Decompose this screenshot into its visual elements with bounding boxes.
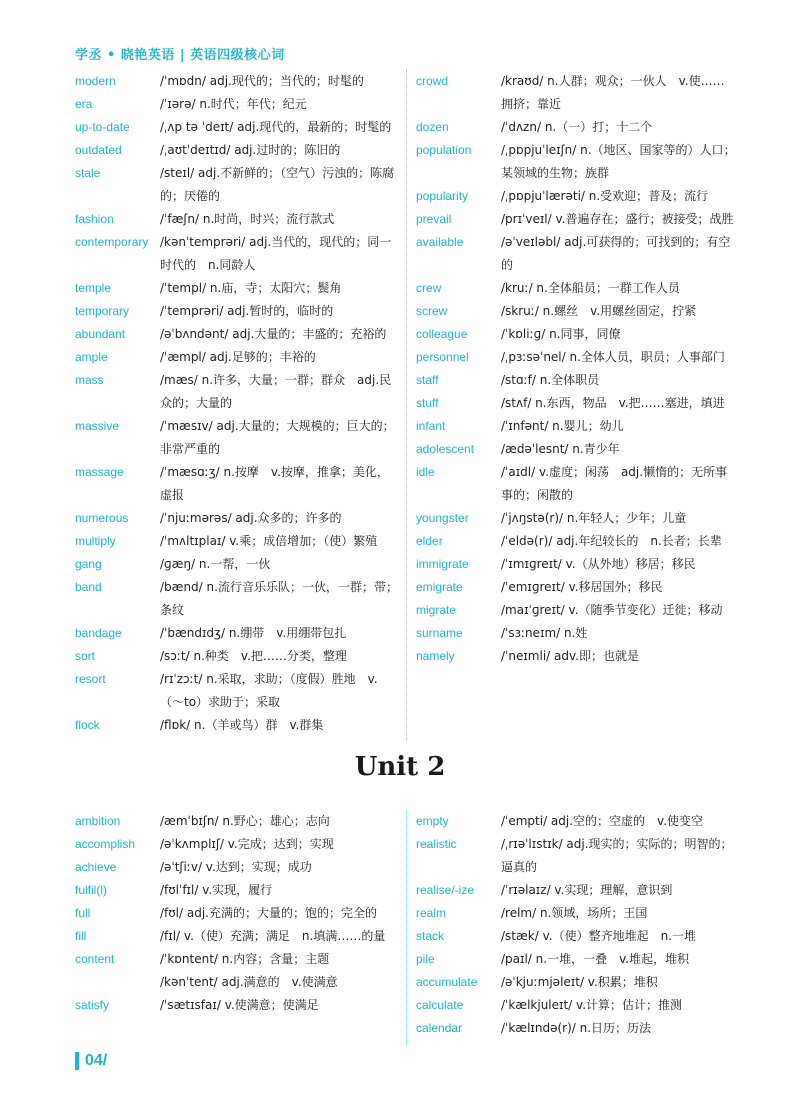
vocab-word: up-to-date xyxy=(75,120,130,134)
vocab-word: era xyxy=(75,97,93,111)
vocab-word: crowd xyxy=(416,74,449,88)
vocab-word: ample xyxy=(75,350,108,364)
vocab-entry xyxy=(416,553,736,576)
vocab-definition: /ædəˈlesnt/ n.青少年 xyxy=(501,442,620,456)
vocab-word: satisfy xyxy=(75,998,110,1012)
vocab-definition: /ˈæmpl/ adj.足够的；丰裕的 xyxy=(160,350,316,364)
vocab-word: accomplish xyxy=(75,837,136,851)
vocab-word: staff xyxy=(416,373,439,387)
vocab-definition: /ˈbændɪdʒ/ n.绷带 v.用绷带包扎 xyxy=(160,626,347,640)
vocab-definition: /ˈsɜːneɪm/ n.姓 xyxy=(501,626,588,640)
vocab-definition: /ɡæŋ/ n.一帮，一伙 xyxy=(160,557,271,571)
vocab-definition: /ˈkɒliːɡ/ n.同事，同僚 xyxy=(501,327,621,341)
vocab-definition: /rɪˈzɔːt/ n.采取，求助；（度假）胜地 v.（～to）求助于；采取 xyxy=(160,672,378,709)
vocab-entry xyxy=(416,139,736,185)
vocab-entry xyxy=(75,208,400,231)
vocab-word: emigrate xyxy=(416,580,463,594)
vocab-entry xyxy=(75,714,400,737)
vocab-definition: /mæs/ n.许多，大量；一群；群众 adj.民众的；大量的 xyxy=(160,373,392,410)
vocab-word: calculate xyxy=(416,998,464,1012)
vocab-word: ambition xyxy=(75,814,121,828)
vocab-word: empty xyxy=(416,814,449,828)
vocab-entry xyxy=(75,810,400,833)
vocab-definition: /ˈfæʃn/ n.时尚，时兴；流行款式 xyxy=(160,212,335,226)
vocab-definition: /fʊlˈfɪl/ v.实现，履行 xyxy=(160,883,273,897)
column-divider xyxy=(406,810,407,1045)
vocab-entry xyxy=(416,415,736,438)
vocab-entry xyxy=(75,576,400,622)
vocab-word: youngster xyxy=(416,511,469,525)
vocab-definition: /ˈaɪdl/ v.虚度；闲荡 adj.懒惰的；无所事事的；闲散的 xyxy=(501,465,728,502)
vocab-word: colleague xyxy=(416,327,468,341)
vocab-entry xyxy=(416,507,736,530)
vocab-entry xyxy=(75,622,400,645)
vocab-entry xyxy=(75,461,400,507)
vocab-definition: /ˈempti/ adj.空的；空虚的 v.使变空 xyxy=(501,814,704,828)
vocab-entry xyxy=(416,461,736,507)
vocab-entry xyxy=(75,323,400,346)
vocab-word: crew xyxy=(416,281,442,295)
vocab-word: fill xyxy=(75,929,87,943)
vocab-entry xyxy=(416,994,736,1017)
vocab-entry xyxy=(75,856,400,879)
vocab-definition: /maɪˈɡreɪt/ v.（随季节变化）迁徙；移动 xyxy=(501,603,723,617)
vocab-entry xyxy=(416,392,736,415)
vocab-word: migrate xyxy=(416,603,457,617)
vocab-entry xyxy=(416,116,736,139)
vocab-word: screw xyxy=(416,304,448,318)
vocab-definition: /ˈsætɪsfaɪ/ v.使满意；使满足 xyxy=(160,998,319,1012)
vocab-entry xyxy=(75,70,400,93)
vocab-entry xyxy=(416,576,736,599)
vocab-entry xyxy=(416,300,736,323)
vocab-entry xyxy=(416,925,736,948)
vocab-entry xyxy=(75,300,400,323)
vocab-entry xyxy=(75,971,400,994)
vocab-entry xyxy=(416,185,736,208)
vocab-definition: /stʌf/ n.东西，物品 v.把……塞进，填进 xyxy=(501,396,725,410)
vocab-definition: /əˈbʌndənt/ adj.大量的；丰盛的；充裕的 xyxy=(160,327,387,341)
vocab-definition: /æmˈbɪʃn/ n.野心；雄心；志向 xyxy=(160,814,330,828)
vocab-word: modern xyxy=(75,74,116,88)
vocab-definition: /ˈmæsɑːʒ/ n.按摩 v.按摩，推拿；美化，虚报 xyxy=(160,465,389,502)
vocab-word: dozen xyxy=(416,120,449,134)
vocab-definition: /ˈmɒdn/ adj.现代的；当代的；时髦的 xyxy=(160,74,364,88)
vocab-definition: /kənˈtent/ adj.满意的 v.使满意 xyxy=(160,975,338,989)
vocab-definition: /steɪl/ adj.不新鲜的；（空气）污浊的；陈腐的；厌倦的 xyxy=(160,166,395,203)
vocab-definition: /kruː/ n.全体船员；一群工作人员 xyxy=(501,281,680,295)
vocab-entry xyxy=(416,208,736,231)
vocab-definition: /ˈmæsɪv/ adj.大量的；大规模的；巨大的；非常严重的 xyxy=(160,419,395,456)
vocab-word: immigrate xyxy=(416,557,469,571)
vocab-entry xyxy=(416,645,736,668)
vocab-definition: /ˈdʌzn/ n.（一）打；十二个 xyxy=(501,120,653,134)
vocab-entry xyxy=(75,346,400,369)
vocab-definition: /ˌpɒpjuˈleɪʃn/ n.（地区、国家等的）人口；某领域的生物；族群 xyxy=(501,143,736,180)
vocab-entry xyxy=(75,879,400,902)
vocab-word: personnel xyxy=(416,350,469,364)
vocab-entry xyxy=(75,925,400,948)
vocab-word: massage xyxy=(75,465,124,479)
vocab-word: numerous xyxy=(75,511,129,525)
vocab-definition: /relm/ n.领域，场所；王国 xyxy=(501,906,648,920)
vocab-entry xyxy=(416,277,736,300)
vocab-definition: /kraʊd/ n.人群；观众；一伙人 v.使……拥挤；靠近 xyxy=(501,74,725,111)
vocab-entry xyxy=(75,530,400,553)
vocab-word: realm xyxy=(416,906,447,920)
vocab-word: gang xyxy=(75,557,102,571)
vocab-word: multiply xyxy=(75,534,116,548)
vocab-word: massive xyxy=(75,419,120,433)
vocab-definition: /ˈrɪəlaɪz/ v.实现；理解，意识到 xyxy=(501,883,673,897)
vocab-word: flock xyxy=(75,718,100,732)
vocab-definition: /flɒk/ n.（羊或鸟）群 v.群集 xyxy=(160,718,324,732)
vocab-entry xyxy=(75,162,400,208)
vocab-word: mass xyxy=(75,373,104,387)
vocab-definition: /fɪl/ v.（使）充满；满足 n.填满……的量 xyxy=(160,929,386,943)
vocab-definition: /fʊl/ adj.充满的；大量的；饱的；完全的 xyxy=(160,906,377,920)
vocab-entry xyxy=(75,116,400,139)
vocab-word: popularity xyxy=(416,189,469,203)
vocab-definition: /sɔːt/ n.种类 v.把……分类，整理 xyxy=(160,649,347,663)
vocab-entry xyxy=(75,277,400,300)
vocab-definition: /ˈtempl/ n.庙，寺；太阳穴；鬓角 xyxy=(160,281,342,295)
vocab-entry xyxy=(416,346,736,369)
vocab-word: elder xyxy=(416,534,443,548)
vocab-entry xyxy=(416,599,736,622)
vocab-definition: /stɑːf/ n.全体职员 xyxy=(501,373,600,387)
vocab-entry xyxy=(75,994,400,1017)
vocab-entry xyxy=(75,415,400,461)
vocab-entry xyxy=(416,231,736,277)
vocab-entry xyxy=(75,948,400,971)
vocab-word: contemporary xyxy=(75,235,149,249)
vocab-word: abundant xyxy=(75,327,126,341)
vocab-word: resort xyxy=(75,672,106,686)
vocab-entry xyxy=(75,507,400,530)
vocab-word: calendar xyxy=(416,1021,463,1035)
vocab-definition: /ˈkɒntent/ n.内容；含量；主题 xyxy=(160,952,330,966)
vocab-entry xyxy=(75,553,400,576)
vocab-word: stack xyxy=(416,929,445,943)
vocab-entry xyxy=(416,622,736,645)
vocab-entry xyxy=(416,902,736,925)
vocab-entry xyxy=(75,902,400,925)
vocab-word: stuff xyxy=(416,396,439,410)
vocab-definition: /kənˈtemprəri/ adj.当代的，现代的；同一时代的 n.同龄人 xyxy=(160,235,392,272)
vocab-definition: /skruː/ n.螺丝 v.用螺丝固定，拧紧 xyxy=(501,304,697,318)
vocab-definition: /ˌrɪəˈlɪstɪk/ adj.现实的；实际的；明智的；逼真的 xyxy=(501,837,733,874)
vocab-definition: /əˈtʃiːv/ v.达到；实现；成功 xyxy=(160,860,312,874)
vocab-word: full xyxy=(75,906,91,920)
vocab-word: outdated xyxy=(75,143,122,157)
vocab-entry xyxy=(416,879,736,902)
unit2-left-column xyxy=(75,810,400,1017)
vocab-definition: /bænd/ n.流行音乐乐队；一伙，一群；带；条纹 xyxy=(160,580,398,617)
vocab-definition: /ˈemɪɡreɪt/ v.移居国外；移民 xyxy=(501,580,663,594)
vocab-word: stale xyxy=(75,166,101,180)
vocab-word: adolescent xyxy=(416,442,475,456)
vocab-definition: /ˈkælɪndə(r)/ n.日历；历法 xyxy=(501,1021,652,1035)
vocab-definition: /ˈtemprəri/ adj.暂时的，临时的 xyxy=(160,304,334,318)
vocab-definition: /ˈnjuːmərəs/ adj.众多的；许多的 xyxy=(160,511,342,525)
vocab-definition: /ˈneɪmli/ adv.即；也就是 xyxy=(501,649,639,663)
vocab-definition: /ˌʌp tə ˈdeɪt/ adj.现代的，最新的；时髦的 xyxy=(160,120,392,134)
unit-title: Unit 2 xyxy=(354,752,446,782)
vocab-definition: /ˈɪərə/ n.时代；年代；纪元 xyxy=(160,97,307,111)
vocab-word: idle xyxy=(416,465,435,479)
vocab-entry xyxy=(75,139,400,162)
vocab-entry xyxy=(75,369,400,415)
vocab-entry xyxy=(75,668,400,714)
vocab-word: temple xyxy=(75,281,112,295)
vocab-entry xyxy=(75,645,400,668)
vocab-word: prevail xyxy=(416,212,452,226)
vocab-entry xyxy=(416,810,736,833)
vocab-entry xyxy=(416,530,736,553)
vocab-definition: /stæk/ v.（使）整齐地堆起 n.一堆 xyxy=(501,929,696,943)
vocab-definition: /ˈkælkjuleɪt/ v.计算；估计；推测 xyxy=(501,998,683,1012)
vocab-definition: /prɪˈveɪl/ v.普遍存在；盛行；被接受；战胜 xyxy=(501,212,734,226)
vocab-entry xyxy=(416,438,736,461)
vocab-entry xyxy=(75,833,400,856)
unit2-right-column xyxy=(416,810,736,1040)
vocab-definition: /ˌaʊtˈdeɪtɪd/ adj.过时的；陈旧的 xyxy=(160,143,341,157)
column-divider xyxy=(406,70,407,740)
unit1-left-column xyxy=(75,70,400,737)
vocab-entry xyxy=(75,93,400,116)
vocab-word: fashion xyxy=(75,212,114,226)
vocab-entry xyxy=(416,369,736,392)
vocab-word: achieve xyxy=(75,860,117,874)
unit1-right-column xyxy=(416,70,736,668)
vocab-word: content xyxy=(75,952,115,966)
vocab-definition: /ˈmʌltɪplaɪ/ v.乘；成倍增加；（使）繁殖 xyxy=(160,534,378,548)
vocab-word: bandage xyxy=(75,626,122,640)
vocab-word: realistic xyxy=(416,837,457,851)
vocab-word: fulfil(l) xyxy=(75,883,107,897)
page-number: 04/ xyxy=(75,1052,107,1070)
vocab-definition: /ˌpɜːsəˈnel/ n.全体人员，职员；人事部门 xyxy=(501,350,725,364)
vocab-definition: /əˈkʌmplɪʃ/ v.完成；达到；实现 xyxy=(160,837,334,851)
vocab-word: surname xyxy=(416,626,463,640)
vocab-definition: /paɪl/ n.一堆，一叠 v.堆起，堆积 xyxy=(501,952,690,966)
vocab-definition: /əˈveɪləbl/ adj.可获得的；可找到的；有空的 xyxy=(501,235,731,272)
vocab-word: temporary xyxy=(75,304,130,318)
vocab-word: infant xyxy=(416,419,446,433)
page-header: 学丞 • 晓艳英语 | 英语四级核心词 xyxy=(75,48,285,63)
vocab-entry xyxy=(416,323,736,346)
vocab-word: sort xyxy=(75,649,96,663)
vocab-entry xyxy=(416,70,736,116)
vocab-word: realise/-ize xyxy=(416,883,475,897)
vocab-entry xyxy=(416,971,736,994)
vocab-word: accumulate xyxy=(416,975,478,989)
vocab-definition: /ˈjʌŋstə(r)/ n.年轻人；少年；儿童 xyxy=(501,511,687,525)
vocab-word: population xyxy=(416,143,472,157)
vocab-entry xyxy=(75,231,400,277)
vocab-word: band xyxy=(75,580,102,594)
vocab-word: available xyxy=(416,235,464,249)
vocab-definition: /ˈɪnfənt/ n.婴儿；幼儿 xyxy=(501,419,624,433)
vocab-entry xyxy=(416,1017,736,1040)
vocab-definition: /ˈeldə(r)/ adj.年纪较长的 n.长者；长辈 xyxy=(501,534,722,548)
vocab-entry xyxy=(416,833,736,879)
vocab-entry xyxy=(416,948,736,971)
vocab-word: pile xyxy=(416,952,435,966)
vocab-definition: /əˈkjuːmjəleɪt/ v.积累；堆积 xyxy=(501,975,658,989)
vocab-definition: /ˈɪmɪɡreɪt/ v.（从外地）移居；移民 xyxy=(501,557,696,571)
vocab-definition: /ˌpɒpjuˈlærəti/ n.受欢迎；普及；流行 xyxy=(501,189,709,203)
vocab-word: namely xyxy=(416,649,455,663)
